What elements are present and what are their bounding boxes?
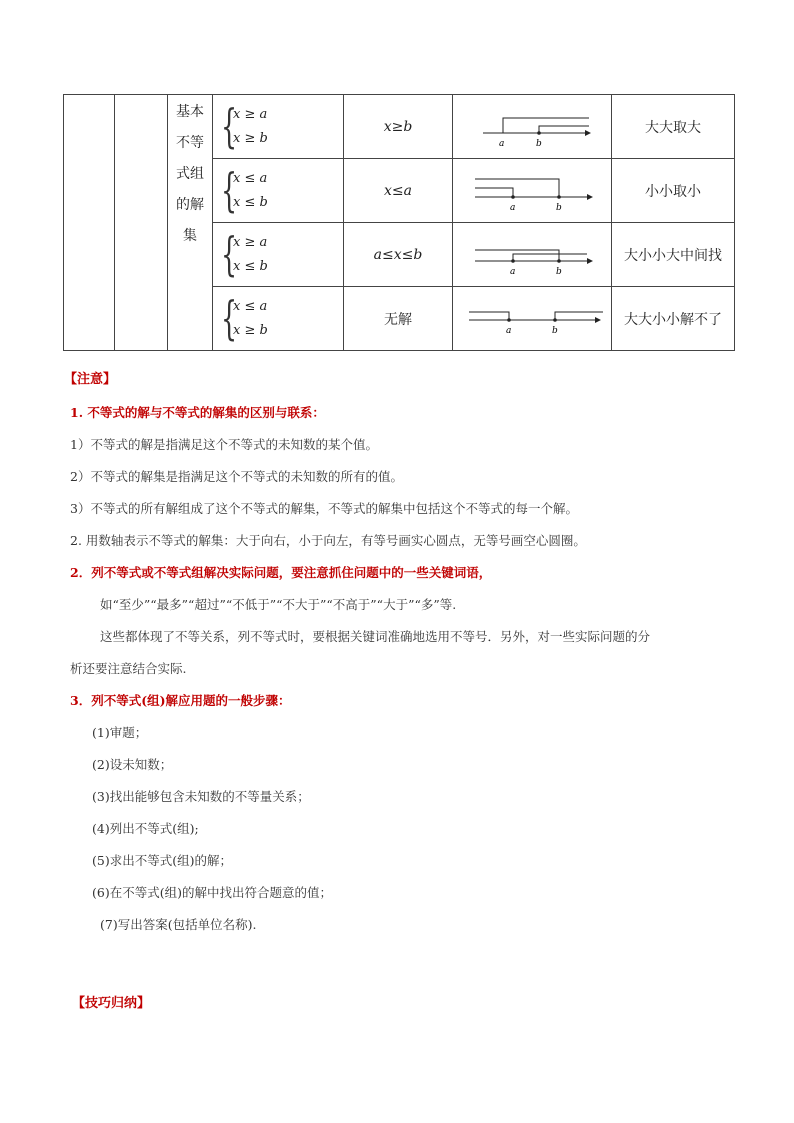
note-2-line: 如“至少”“最多”“超过”“不低于”“不大于”“不高于”“大于”“多”等. xyxy=(100,597,457,612)
step-item: (3)找出能够包含未知数的不等量关系； xyxy=(92,789,310,804)
number-line-cell xyxy=(453,95,612,159)
solution-cell: a≤x≤b xyxy=(344,223,453,287)
note-1-item: 3）不等式的所有解组成了这个不等式的解集，不等式的解集中包括这个不等式的每一个解。 xyxy=(70,501,578,516)
inequality: x ≤ a xyxy=(233,298,268,314)
category-cell xyxy=(168,95,213,351)
solution-cell: 无解 xyxy=(344,287,453,351)
number-line-diagram xyxy=(457,164,607,214)
step-item: (4)列出不等式(组); xyxy=(92,821,199,836)
inequality: x ≥ a xyxy=(233,106,268,122)
category-line: 式组 xyxy=(176,166,204,182)
note-1-item: 2. 用数轴表示不等式的解集：大于向右，小于向左，有等号画实心圆点，无等号画空心圆圈。 xyxy=(70,533,586,548)
table-row xyxy=(64,95,735,159)
axis-label-b: b xyxy=(552,325,558,336)
number-line-cell xyxy=(453,287,612,351)
category-line: 不等 xyxy=(176,135,204,151)
rule-cell: 大大小小解不了 xyxy=(612,287,735,351)
inequality: x ≤ b xyxy=(233,258,268,274)
note-2-title: 2．列不等式或不等式组解决实际问题，要注意抓住问题中的一些关键词语， xyxy=(70,565,492,580)
axis-label-a: a xyxy=(499,138,505,149)
step-item: (6)在不等式(组)的解中找出符合题意的值； xyxy=(92,885,332,900)
blank-cell xyxy=(115,95,168,351)
axis-label-b: b xyxy=(556,266,562,277)
inequality: x ≥ b xyxy=(233,322,268,338)
axis-label-b: b xyxy=(556,202,562,213)
category-line: 基本 xyxy=(176,104,204,120)
brace-glyph: { xyxy=(221,162,238,217)
number-line-cell xyxy=(453,223,612,287)
number-line-diagram xyxy=(457,228,607,278)
note-1-item: 2）不等式的解集是指满足这个不等式的未知数的所有的值。 xyxy=(70,469,403,484)
axis-label-a: a xyxy=(506,325,512,336)
axis-label-a: a xyxy=(510,266,516,277)
solution-cell: x≤a xyxy=(344,159,453,223)
blank-cell xyxy=(64,95,115,351)
system-cell xyxy=(213,95,344,159)
note-1-item: 1）不等式的解是指满足这个不等式的未知数的某个值。 xyxy=(70,437,378,452)
inequality: x ≥ a xyxy=(233,234,268,250)
rule-cell: 小小取小 xyxy=(612,159,735,223)
note-2-line: 这些都体现了不等关系，列不等式时，要根据关键词准确地选用不等号．另外，对一些实际问题的分 xyxy=(100,629,651,644)
inequality: x ≤ b xyxy=(233,194,268,210)
inequality-system-table xyxy=(63,94,735,351)
step-item: (1)审题； xyxy=(92,725,148,740)
axis-label-b: b xyxy=(536,138,542,149)
step-item: (2)设未知数； xyxy=(92,757,173,772)
step-item: (7)写出答案(包括单位名称). xyxy=(100,917,257,932)
brace-glyph: { xyxy=(221,98,238,153)
brace-glyph: { xyxy=(221,226,238,281)
note-2-line: 析还要注意结合实际. xyxy=(70,661,187,676)
system-cell xyxy=(213,159,344,223)
number-line-cell xyxy=(453,159,612,223)
inequality: x ≥ b xyxy=(233,130,268,146)
tips-header: 【技巧归纳】 xyxy=(72,996,151,1011)
note-1-title: 1. 不等式的解与不等式的解集的区别与联系： xyxy=(70,405,325,420)
solution-cell: x≥b xyxy=(344,95,453,159)
inequality: x ≤ a xyxy=(233,170,268,186)
category-line: 的解 xyxy=(176,197,204,213)
system-cell xyxy=(213,287,344,351)
rule-cell: 大大取大 xyxy=(612,95,735,159)
number-line-diagram xyxy=(457,100,607,150)
system-cell xyxy=(213,223,344,287)
brace-glyph: { xyxy=(221,290,238,345)
category-line: 集 xyxy=(183,228,197,244)
number-line-diagram xyxy=(457,292,607,342)
note-3-title: 3．列不等式(组)解应用题的一般步骤： xyxy=(70,693,291,708)
step-item: (5)求出不等式(组)的解； xyxy=(92,853,232,868)
rule-cell: 大小小大中间找 xyxy=(612,223,735,287)
axis-label-a: a xyxy=(510,202,516,213)
notes-header: 【注意】 xyxy=(64,372,117,387)
